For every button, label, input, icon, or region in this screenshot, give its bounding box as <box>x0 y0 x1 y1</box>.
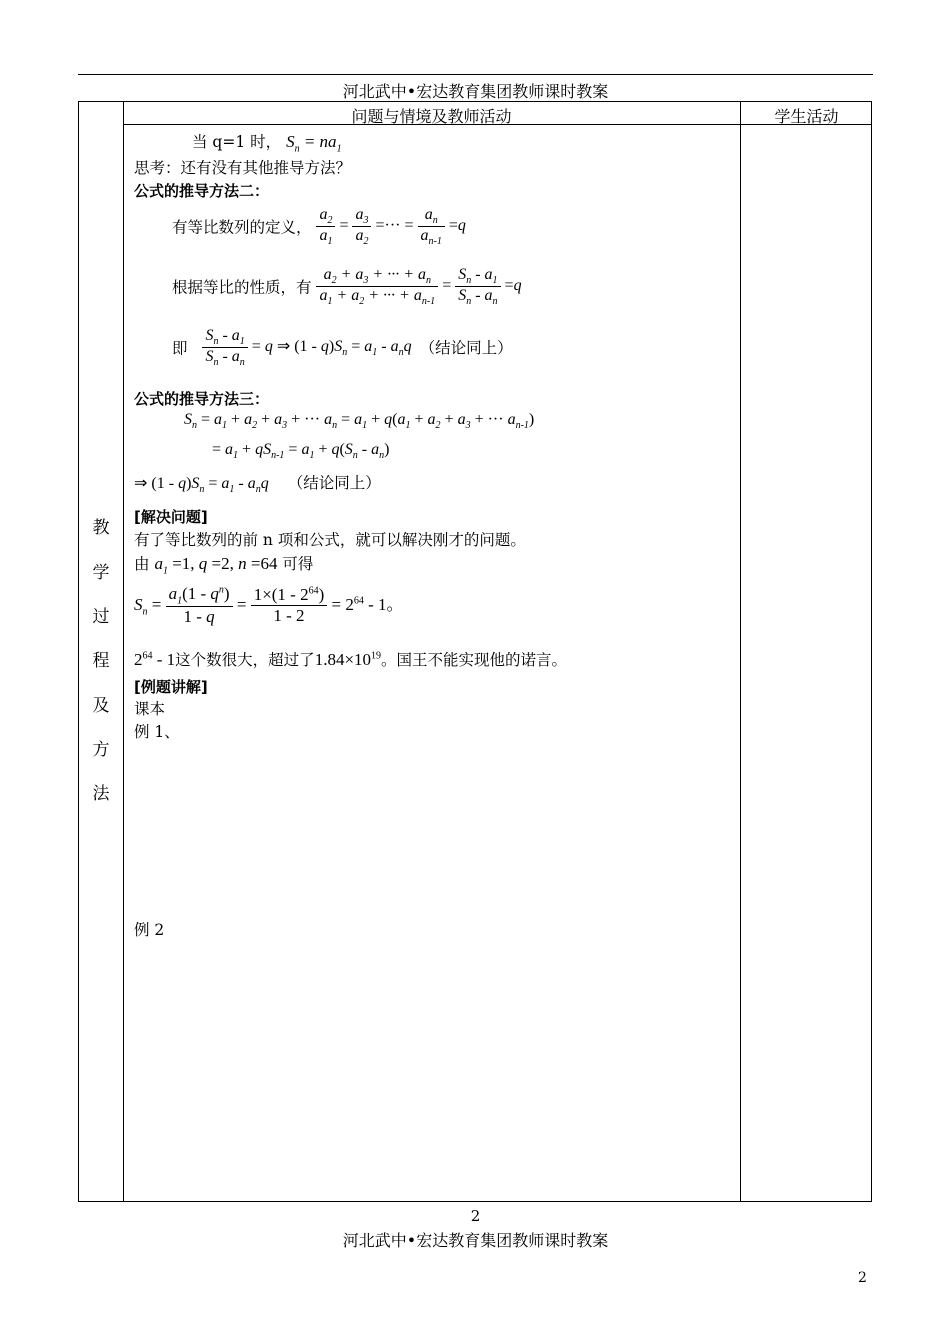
side-label-char: 法 <box>92 784 110 804</box>
header-title: 河北武中•宏达教育集团教师课时教案 <box>342 82 609 101</box>
solve-title: [解决问题] <box>134 508 208 526</box>
col-divider-1 <box>123 102 124 1201</box>
big-number-line: $2^{64} - 1$这个数很大，超过了$1.84\times 10^{19}$。国王不能实现他的诺言。 <box>134 650 568 669</box>
example-1: 例 1、 <box>134 723 180 741</box>
q1-formula: $S_n = na_1$ <box>286 132 342 155</box>
page-number-center: 2 <box>470 1207 481 1225</box>
side-label-char: 及 <box>92 696 110 716</box>
method2-title: 公式的推导方法二： <box>134 182 270 200</box>
side-label-char: 程 <box>92 651 110 671</box>
given-values: 由 $a_1 =1$, q =2, n =64 可得 <box>134 554 314 577</box>
conclusion-line-2: 即 $\frac{S_n - a_1}{S_n - a_n}$ = q ⇒ $(1 - q)S_n = a_1 - a_nq$ （结论同上） <box>172 327 513 369</box>
definition-line: 有等比数列的定义， $\frac{a_2}{a_1}$ = $\frac{a_3}{a_2}$ =··· = $\frac{a_n}{a_{n-1}}$ =q <box>172 206 466 248</box>
example-title: [例题讲解] <box>134 678 208 696</box>
page-number-corner: 2 <box>858 1270 867 1286</box>
footer-title: 河北武中•宏达教育集团教师课时教案 <box>342 1231 609 1250</box>
side-label-char: 方 <box>92 740 110 760</box>
col-header-student: 学生活动 <box>774 107 839 126</box>
side-label-char: 过 <box>92 607 110 627</box>
method3-step-2: = $a_1 + qS_{n-1} = a_1 + q(S_n - a_n)$ <box>212 441 390 462</box>
q1-case: 当 q=1 时， $S_n = na_1$ <box>192 132 342 155</box>
side-label-char: 学 <box>92 563 110 583</box>
method3-result: ⇒ $(1 - q)S_n = a_1 - a_nq$ （结论同上） <box>134 474 381 496</box>
header-rule <box>78 74 873 75</box>
property-line: 根据等比的性质，有 $\frac{a_2 + a_3 + \cdot\cdot\cdot + a_n}{a_1 + a_2 + \cdot\cdot\cdot + a_{n-1}}$ = $\frac{S_n - a_1}{S_n - a_n}$ =q <box>172 266 522 308</box>
col-header-main: 问题与情境及教师活动 <box>351 107 512 126</box>
side-label-char: 教 <box>92 518 110 538</box>
solve-text: 有了等比数列的前 n 项和公式，就可以解决刚才的问题。 <box>134 531 526 549</box>
method3-step-1: $S_n = a_1 + a_2 + a_3$ + ··· $a_n = a_1 + q(a_1 + a_2 + a_3$ + ··· $a_{n-1}$) <box>184 411 535 432</box>
method3-title: 公式的推导方法三： <box>134 390 270 408</box>
textbook-label: 课本 <box>134 700 166 718</box>
example-2: 例 2 <box>134 921 165 939</box>
think-question: 思考：还有没有其他推导方法？ <box>134 159 352 177</box>
sum-formula: $S_n$ = $\frac{a_1(1 - q^n)}{1 - q}$ = $\frac{1\times(1 - 2^{64})}{1 - 2}$ = $2^{64} - 1$。 <box>134 584 404 627</box>
col-divider-2 <box>740 102 741 1201</box>
